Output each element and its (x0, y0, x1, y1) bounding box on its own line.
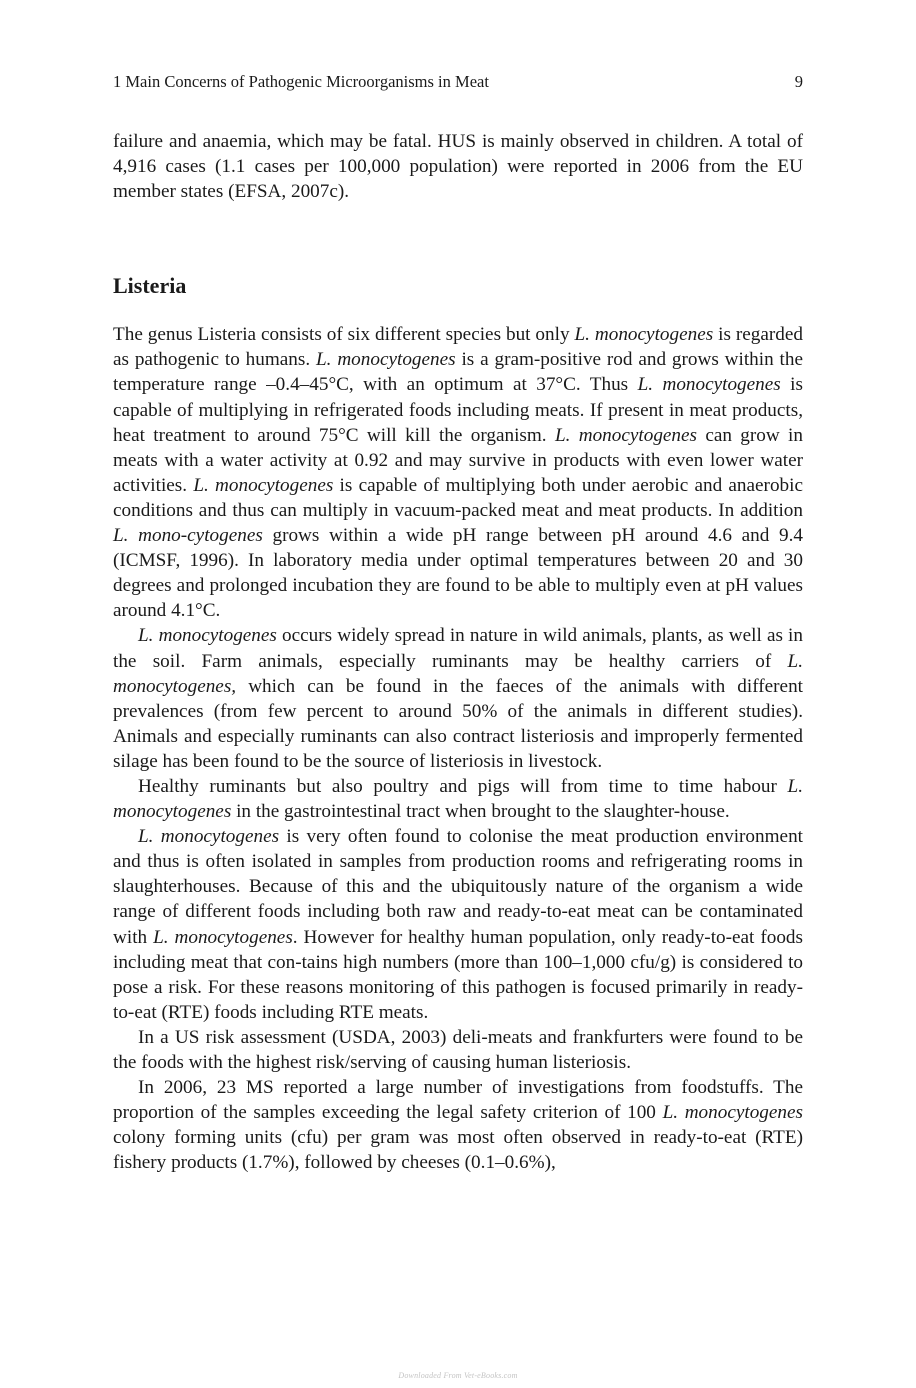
text-run: can grow in meats with a water activity at 0.92 and may survive in products with even lower water activities. (113, 424, 803, 496)
text-run: is very often found to colonise the meat production environment and thus is often isolated in samples from production rooms and refrigerating rooms in slaughterhouses. Because of this and the ubiquitously nature of the organism a wide range of different foods including both raw and ready-to-eat meat can be contaminated with (113, 826, 803, 948)
section-heading: Listeria (113, 273, 187, 299)
body-paragraph (113, 824, 803, 1025)
species-name: L. monocytogenes (138, 826, 280, 848)
species-name: L. monocytogenes (637, 374, 781, 396)
species-name: L. monocytogenes (138, 625, 277, 647)
body-paragraph (113, 1075, 803, 1175)
species-name: L. monocytogenes, (113, 650, 803, 697)
text-run: in the gastrointestinal tract when brought to the slaughter-house. (231, 801, 730, 823)
body-paragraph (113, 322, 803, 623)
text-run: occurs widely spread in nature in wild animals, plants, as well as in the soil. Farm animals, especially ruminants may be healthy carriers of (113, 625, 803, 672)
intro-paragraph: failure and anaemia, which may be fatal. HUS is mainly observed in children. A total of 4,916 cases (1.1 cases per 100,000 population) were reported in 2006 from the EU member states (EFSA, 2007c). (113, 131, 803, 203)
text-run: is regarded as pathogenic to humans. (113, 324, 803, 371)
running-header (113, 70, 803, 94)
text-run: In 2006, 23 MS reported a large number of investigations from foodstuffs. The proportion of the samples exceeding the legal safety criterion of 100 (113, 1077, 803, 1124)
page-content (113, 70, 803, 1175)
body-paragraph (113, 623, 803, 774)
species-name: L. mono-cytogenes (113, 525, 263, 547)
species-name: L. monocytogenes (554, 424, 698, 446)
text-run: In a US risk assessment (USDA, 2003) deli-meats and frankfurters were found to be the foods with the highest risk/serving of causing human listeriosis. (113, 1026, 803, 1073)
text-run: colony forming units (cfu) per gram was most often observed in ready-to-eat (RTE) fishery products (1.7%), followed by cheeses (0.1–0.6%), (113, 1127, 803, 1174)
text-run: The genus Listeria consists of six different species but only (113, 324, 575, 346)
text-run: is capable of multiplying in refrigerated foods including meats. If present in meat products, heat treatment to around 75°C will kill the organism. (113, 374, 803, 446)
species-name: L. monocytogenes (193, 474, 334, 496)
page-number: 9 (794, 72, 803, 91)
text-run: . However for healthy human population, only ready-to-eat foods including meat that con-tains high numbers (more than 100–1,000 cfu/g) is considered to pose a risk. For these reasons monitoring of this pathogen is focused primarily in ready-to-eat (RTE) foods including RTE meats. (113, 926, 803, 1023)
text-run: is a gram-positive rod and grows within the temperature range –0.4–45°C, with an optimum at 37°C. Thus (113, 349, 803, 396)
text-run: grows within a wide pH range between pH around 4.6 and 9.4 (ICMSF, 1996). In laboratory media under optimal temperatures between 20 and 30 degrees and prolonged incubation they are found to be able to multiply even at pH values around 4.1°C. (113, 525, 803, 622)
body-paragraph (113, 774, 803, 824)
text-run: is capable of multiplying both under aerobic and anaerobic conditions and thus can multiply in vacuum-packed meat and meat products. In addition (113, 474, 803, 521)
chapter-title: 1 Main Concerns of Pathogenic Microorganisms in Meat (113, 72, 489, 91)
footer-watermark: Downloaded From Vet-eBooks.com (398, 1371, 518, 1380)
species-name: L. monocytogenes (153, 926, 293, 948)
body-paragraph (113, 1025, 803, 1075)
text-run: Healthy ruminants but also poultry and pigs will from time to time habour (138, 775, 788, 797)
species-name: L. monocytogenes (574, 324, 714, 346)
text-run: which can be found in the faeces of the animals with different prevalences (from few percent to around 50% of the animals in different studies). Animals and especially ruminants can also contract listeriosis and improperly fermented silage has been found to be the source of listeriosis in livestock. (113, 675, 803, 772)
species-name: L. monocytogenes (113, 775, 803, 823)
species-name: L. monocytogenes (662, 1102, 803, 1124)
species-name: L. monocytogenes (316, 349, 456, 371)
